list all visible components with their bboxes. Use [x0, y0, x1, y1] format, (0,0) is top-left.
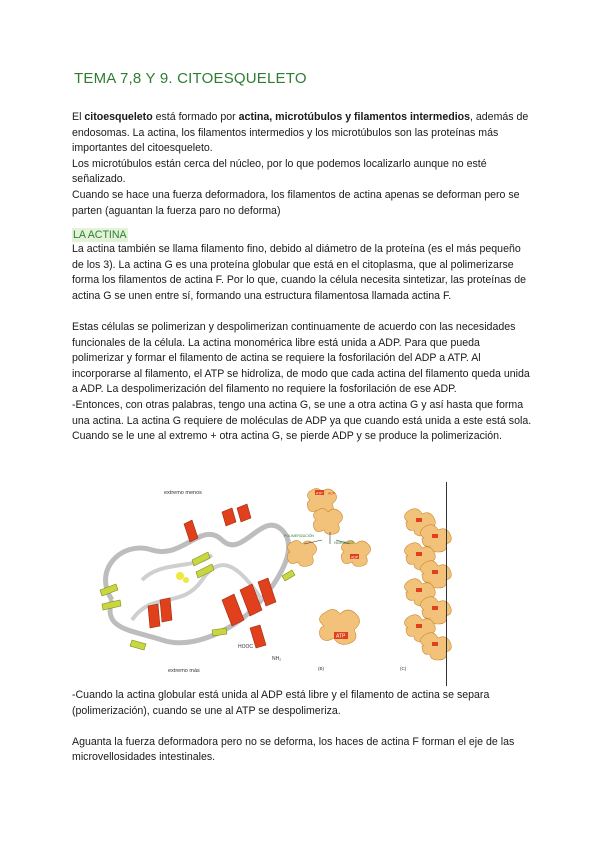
polymerization-cycle-diagram — [284, 488, 371, 671]
actin-filament-diagram — [400, 509, 451, 671]
actin-ribbon-model — [100, 490, 295, 674]
figure-divider — [446, 482, 447, 686]
label-extremo-menos: extremo menos — [164, 490, 202, 496]
label-hooc: HOOC — [238, 644, 253, 650]
label-c: (C) — [400, 666, 407, 671]
intro-paragraph-1: El citoesqueleto está formado por actina, microtúbulos y filamentos intermedios, además de endosomas. La actina, los filamentos intermedios y los microtúbulos son las proteínas más importantes del citoesqueleto. — [72, 111, 529, 155]
label-nh2: NH₂ — [272, 656, 282, 662]
svg-text:ADP: ADP — [351, 555, 359, 560]
bold-term-components: actina, microtúbulos y filamentos intermedios — [238, 111, 471, 123]
actina-paragraph-1: La actina también se llama filamento fino, debido al diámetro de la proteína (es el más pequeño de los 3). La actina G es una proteína globular que está en el citoplasma, que al polimerizarse forma los filamentos de actina F. Por lo que, cuando la célula necesita sintetizar, las proteínas de actina G se unen entre sí, formando una estructura filamentosa llamada actina F. — [72, 243, 527, 302]
actina-section — [72, 242, 532, 445]
actina-paragraph-2: Estas células se polimerizan y despolimerizan continuamente de acuerdo con las necesidades funcionales de la célula. La actina monomérica libre está unida a ADP. Para que pueda polimerizar y formar el filamento de actina se requiere la fosforilación del ADP a ATP. Al incorporarse al filamento, el ATP se hidroliza, de modo que cada actina del filamento queda unida a ADP. La despolimerización del filamento no requiere la fosforilación de ese ADP. — [72, 320, 530, 396]
label-b: (B) — [318, 666, 324, 671]
after-figure-section — [72, 688, 532, 766]
label-hidrolisis: HIDRÓLISIS — [334, 541, 354, 545]
svg-text:ADP: ADP — [328, 491, 336, 496]
actin-structure-figure — [72, 480, 476, 685]
label-polimerizacion: POLIMERIZACIÓN — [284, 534, 314, 538]
section-heading-actina: LA ACTINA — [73, 229, 127, 241]
intro-section — [72, 110, 532, 219]
intro-paragraph-2: Los microtúbulos están cerca del núcleo, por lo que podemos localizarlo aunque no esté señalizado. — [72, 157, 487, 186]
after-paragraph-1: -Cuando la actina globular está unida al ADP está libre y el filamento de actina se separa (polimerización), cuando se une al ATP se despolimeriza. — [72, 689, 490, 717]
actina-paragraph-3: -Entonces, con otras palabras, tengo una actina G, se une a otra actina G y así hasta que forma una actina. La actina G requiere de moléculas de ADP ya que cuando está unida a este está sola. Cuando se le une al extremo + otra actina G, se pierde ADP y se produce la polimerización. — [72, 398, 532, 443]
svg-text:ATP: ATP — [316, 491, 323, 496]
page-title: TEMA 7,8 Y 9. CITOESQUELETO — [74, 70, 307, 87]
atp-label: ATP — [336, 633, 346, 640]
bold-term-citoesqueleto: citoesqueleto — [84, 111, 153, 123]
intro-paragraph-3: Cuando se hace una fuerza deformadora, los filamentos de actina apenas se deforman pero se parten (aguantan la fuerza paro no deforma) — [72, 188, 520, 217]
label-extremo-mas: extremo más — [168, 668, 200, 674]
after-paragraph-2: Aguanta la fuerza deformadora pero no se deforma, los haces de actina F forman el eje de las microvellosidades intestinales. — [72, 735, 515, 764]
